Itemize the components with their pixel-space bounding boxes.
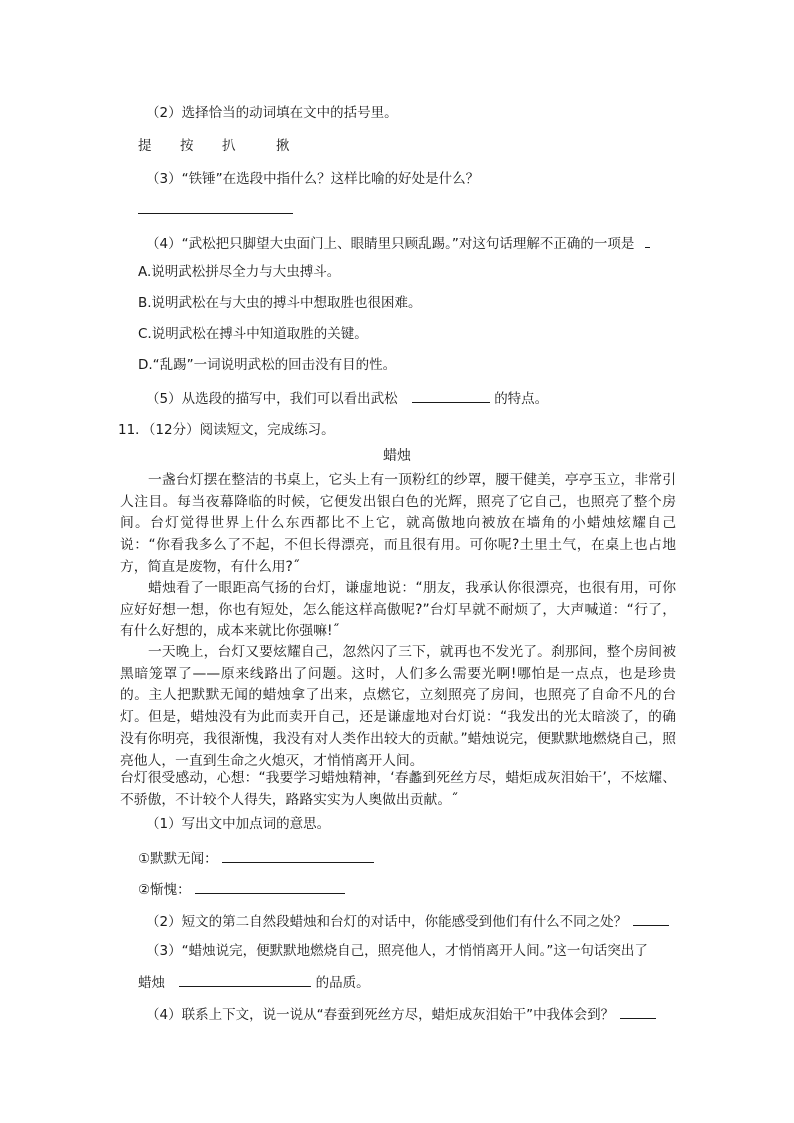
q2-option-3: 扒 <box>222 138 236 154</box>
sub1-item2-blank[interactable] <box>195 879 345 894</box>
sub3-stem: （3）“蜡烛说完，便默默地燃烧自己，照亮他人，才悄悄离开人间。”这一句话突出了 <box>146 943 648 959</box>
sub4-answer-blank[interactable] <box>620 1004 656 1019</box>
sub1-item2 <box>138 879 345 899</box>
sub3-after: 的品质。 <box>315 975 370 991</box>
sub2-stem: （2）短文的第二自然段蜡烛和台灯的对话中，你能感受到他们有什么不同之处？ <box>146 914 628 930</box>
q3-answer-blank[interactable] <box>138 213 293 214</box>
passage-title: 蜡烛 <box>383 448 411 464</box>
q4-answer-blank[interactable] <box>645 233 650 248</box>
q2-stem: （2）选择恰当的动词填在文中的括号里。 <box>146 105 398 121</box>
passage-paragraph-4: 台灯很受感动，心想：“我要学习蜡烛精神，‘春蠡到死丝方尽，蜡炬成灰泪始干’，不炫耀、不骄傲，不计较个人得失，路路实实为人奥做出贡献。˝ <box>120 770 676 808</box>
q11-header: 11．（12分）阅读短文，完成练习。 <box>118 422 335 438</box>
q4-choice-d: D.“乱踢”一词说明武松的回击没有目的性。 <box>138 357 397 373</box>
sub2-line <box>146 911 669 931</box>
passage-paragraph-3: 一天晚上，台灯又要炫耀自己，忽然闪了三下，就再也不发光了。刹那间，整个房间被黑暗笼罩了——原来线路出了问题。这时，人们多么需要光啊!哪怕是一点点，也是珍贵的。主人把默默无闻的蜡烛拿了出来，点燃它，立刻照亮了房间，也照亮了自命不凡的台灯。但是，蜡烛没有为此而卖开自己，还是谦虚地对台灯说：“我发出的光太暗淡了，的确没有你明亮，我很渐愧，我没有对人类作出较大的贡献。”蜡烛说完，便默默地燃烧自己，照亮他人，一直到生命之火熄灭，才悄悄离开人间。 <box>120 644 676 769</box>
passage-paragraph-1: 一盏台灯摆在整洁的书桌上，它头上有一顶粉红的纱罩，腰干健美，亭亭玉立，非常引人注目。每当夜幕降临的时候，它便发出银白色的光辉，照亮了它自己，也照亮了整个房间。台灯觉得世界上什么东西都比不上它，就高傲地向被放在墙角的小蜡烛炫耀自己说：“你看我多么了不起，不但长得漂亮，而且很有用。可你呢?土里土气，在桌上也占地方，简直是废物，有什么用?˝ <box>120 472 676 575</box>
sub1-stem: （1）写出文中加点词的意思。 <box>146 816 331 832</box>
q4-choice-b: B.说明武松在与大虫的搏斗中想取胜也很困难。 <box>138 295 422 311</box>
passage-paragraph-2: 蜡烛看了一眼距高气扬的台灯，谦虚地说：“朋友，我承认你很漂亮，也很有用，可你应好好想一想，你也有短处，怎么能这样高傲呢?”台灯早就不耐烦了，大声喊道：“行了，有什么好想的，成本来就比你强嘛!˝ <box>120 580 676 640</box>
sub2-answer-blank[interactable] <box>633 911 669 926</box>
sub4-line <box>146 1004 656 1024</box>
q5-answer-blank[interactable] <box>412 388 490 403</box>
sub3-line2 <box>138 972 370 992</box>
q5-line <box>146 388 548 408</box>
q4-choice-c: C.说明武松在搏斗中知道取胜的关键。 <box>138 326 368 342</box>
q2-option-4: 揪 <box>276 138 290 154</box>
sub3-before: 蜡烛 <box>138 975 165 991</box>
q3-stem: （3）“铁锤”在选段中指什么？这样比喻的好处是什么？ <box>146 171 480 187</box>
q4-stem-text: （4）“武松把只脚望大虫面门上、眼睛里只顾乱踢。”对这句话理解不正确的一项是 <box>146 236 635 252</box>
q4-stem <box>146 233 650 253</box>
q4-choice-a: A.说明武松拼尽全力与大虫搏斗。 <box>138 264 341 280</box>
q5-after: 的特点。 <box>494 391 549 407</box>
sub1-item1-blank[interactable] <box>222 848 374 863</box>
sub4-stem: （4）联系上下文，说一说从“春蚕到死丝方尽，蜡炬成灰泪始干”中我体会到？ <box>146 1007 615 1023</box>
q2-option-1: 提 <box>138 138 152 154</box>
sub3-answer-blank[interactable] <box>179 972 311 987</box>
q5-before: （5）从选段的描写中，我们可以看出武松 <box>146 391 398 407</box>
sub1-item2-label: ②惭愧： <box>138 882 191 898</box>
sub1-item1-label: ①默默无闻： <box>138 851 218 867</box>
sub1-item1 <box>138 848 374 868</box>
q2-option-2: 按 <box>180 138 194 154</box>
